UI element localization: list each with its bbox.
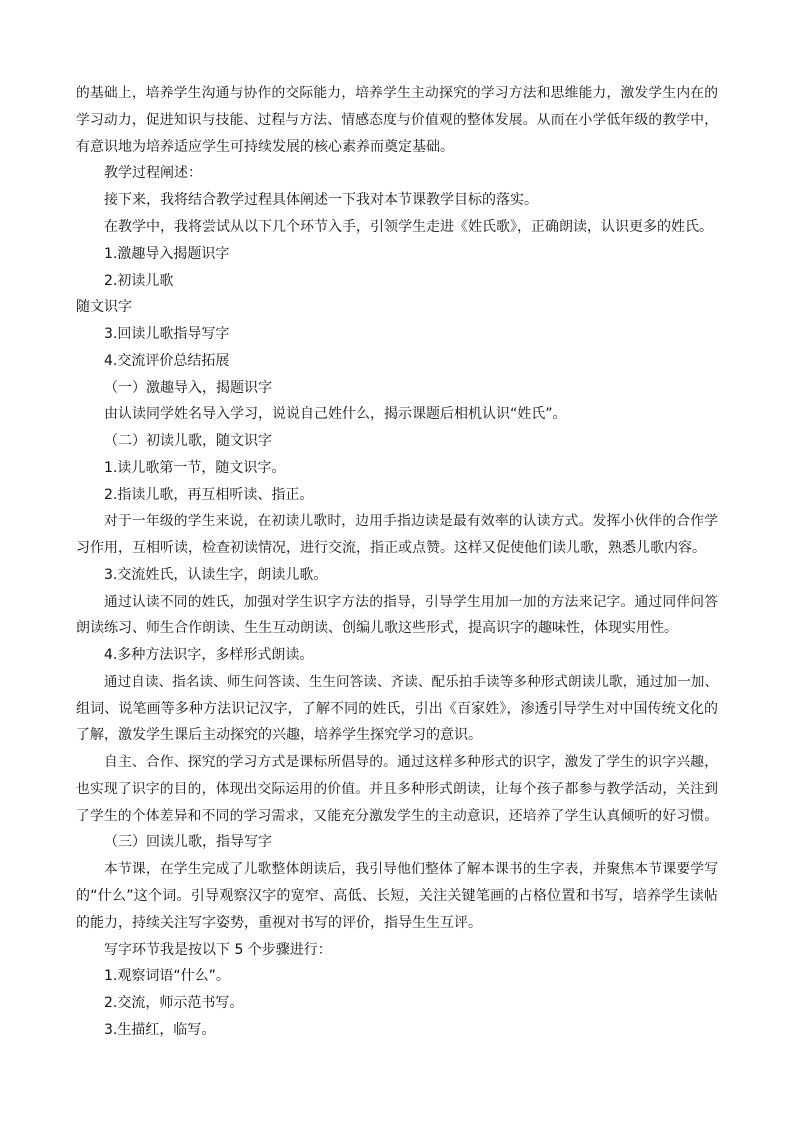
paragraph-line: 接下来，我将结合教学过程具体阐述一下我对本节课教学目标的落实。	[104, 192, 538, 208]
section-heading: （一）激趣导入，揭题识字	[104, 380, 272, 396]
paragraph-line: 通过认读不同的姓氏，加强对学生识字方法的指导，引导学生用加一加的方法来记字。通过同伴问答	[104, 594, 718, 610]
paragraph-line: 习作用，互相听读，检查初读情况，进行交流，指正或点赞。这样又促使他们读儿歌，熟悉儿歌内容。	[76, 540, 706, 556]
paragraph-line: 学习动力，促进知识与技能、过程与方法、情感态度与价值观的整体发展。从而在小学低年级的教学中，	[76, 112, 718, 128]
paragraph-line: 朗读练习、师生合作朗读、生生互动朗读、创编儿歌这些形式，提高识字的趣味性，体现实用性。	[76, 620, 678, 636]
paragraph-line: 本节课，在学生完成了儿歌整体朗读后，我引导他们整体了解本课书的生字表，并聚焦本节课要学写	[104, 861, 718, 877]
paragraph-line: 的“什么”这个词。引导观察汉字的宽窄、高低、长短，关注关键笔画的占格位置和书写，培养学生读帖	[76, 888, 718, 904]
section-heading: （二）初读儿歌，随文识字	[104, 433, 272, 449]
list-item: 3.回读儿歌指导写字	[104, 326, 230, 342]
list-item: 4.多种方法识字，多样形式朗读。	[104, 647, 314, 663]
paragraph-line: 自主、合作、探究的学习方式是课标所倡导的。通过这样多种形式的识字，激发了学生的识字兴趣，	[104, 754, 718, 770]
paragraph-line: 写字环节我是按以下 5 个步骤进行：	[104, 942, 332, 958]
paragraph-line: 也实现了识字的目的，体现出交际运用的价值。并且多种形式朗读，让每个孩子都参与教学活动，关注到	[76, 781, 718, 797]
paragraph-line: 由认读同学姓名导入学习，说说自己姓什么，揭示课题后相机认识“姓氏”。	[104, 406, 567, 422]
paragraph-line: 的能力，持续关注写字姿势，重视对书写的评价，指导生生互评。	[76, 915, 482, 931]
list-item: 4.交流评价总结拓展	[104, 353, 230, 369]
list-item: 2.交流，师示范书写。	[104, 995, 244, 1011]
paragraph-line: 对于一年级的学生来说，在初读儿歌时，边用手指边读是最有效率的认读方式。发挥小伙伴的合作学	[104, 513, 718, 529]
list-item: 1.激趣导入揭题识字	[104, 246, 230, 262]
list-item: 3.生描红，临写。	[104, 1022, 216, 1038]
list-item: 1.读儿歌第一节，随文识字。	[104, 460, 286, 476]
list-item: 3.交流姓氏，认读生字，朗读儿歌。	[104, 567, 328, 583]
paragraph-line: 通过自读、指名读、师生问答读、生生问答读、齐读、配乐拍手读等多种形式朗读儿歌，通过加一加、	[104, 674, 718, 690]
paragraph-line: 的基础上，培养学生沟通与协作的交际能力，培养学生主动探究的学习方法和思维能力，激发学生内在的	[76, 85, 718, 101]
paragraph-line: 了学生的个体差异和不同的学习需求，又能充分激发学生的主动意识，还培养了学生认真倾听的好习惯。	[76, 808, 718, 824]
paragraph-line: 组词、说笔画等多种方法识记汉字，了解不同的姓氏，引出《百家姓》，渗透引导学生对中国传统文化的	[76, 701, 718, 717]
paragraph-line: 有意识地为培养适应学生可持续发展的核心素养而奠定基础。	[76, 139, 454, 155]
section-heading: 教学过程阐述：	[104, 165, 202, 181]
paragraph-line: 在教学中，我将尝试从以下几个环节入手，引领学生走进《姓氏歌》，正确朗读，认识更多的姓氏。	[104, 219, 713, 235]
section-heading: （三）回读儿歌，指导写字	[104, 834, 272, 850]
list-item: 1.观察词语“什么”。	[104, 968, 230, 984]
list-item: 2.初读儿歌	[104, 273, 174, 289]
paragraph-line: 了解，激发学生课后主动探究的兴趣，培养学生探究学习的意识。	[76, 727, 482, 743]
list-item-continuation: 随文识字	[76, 299, 132, 315]
list-item: 2.指读儿歌，再互相听读、指正。	[104, 487, 314, 503]
